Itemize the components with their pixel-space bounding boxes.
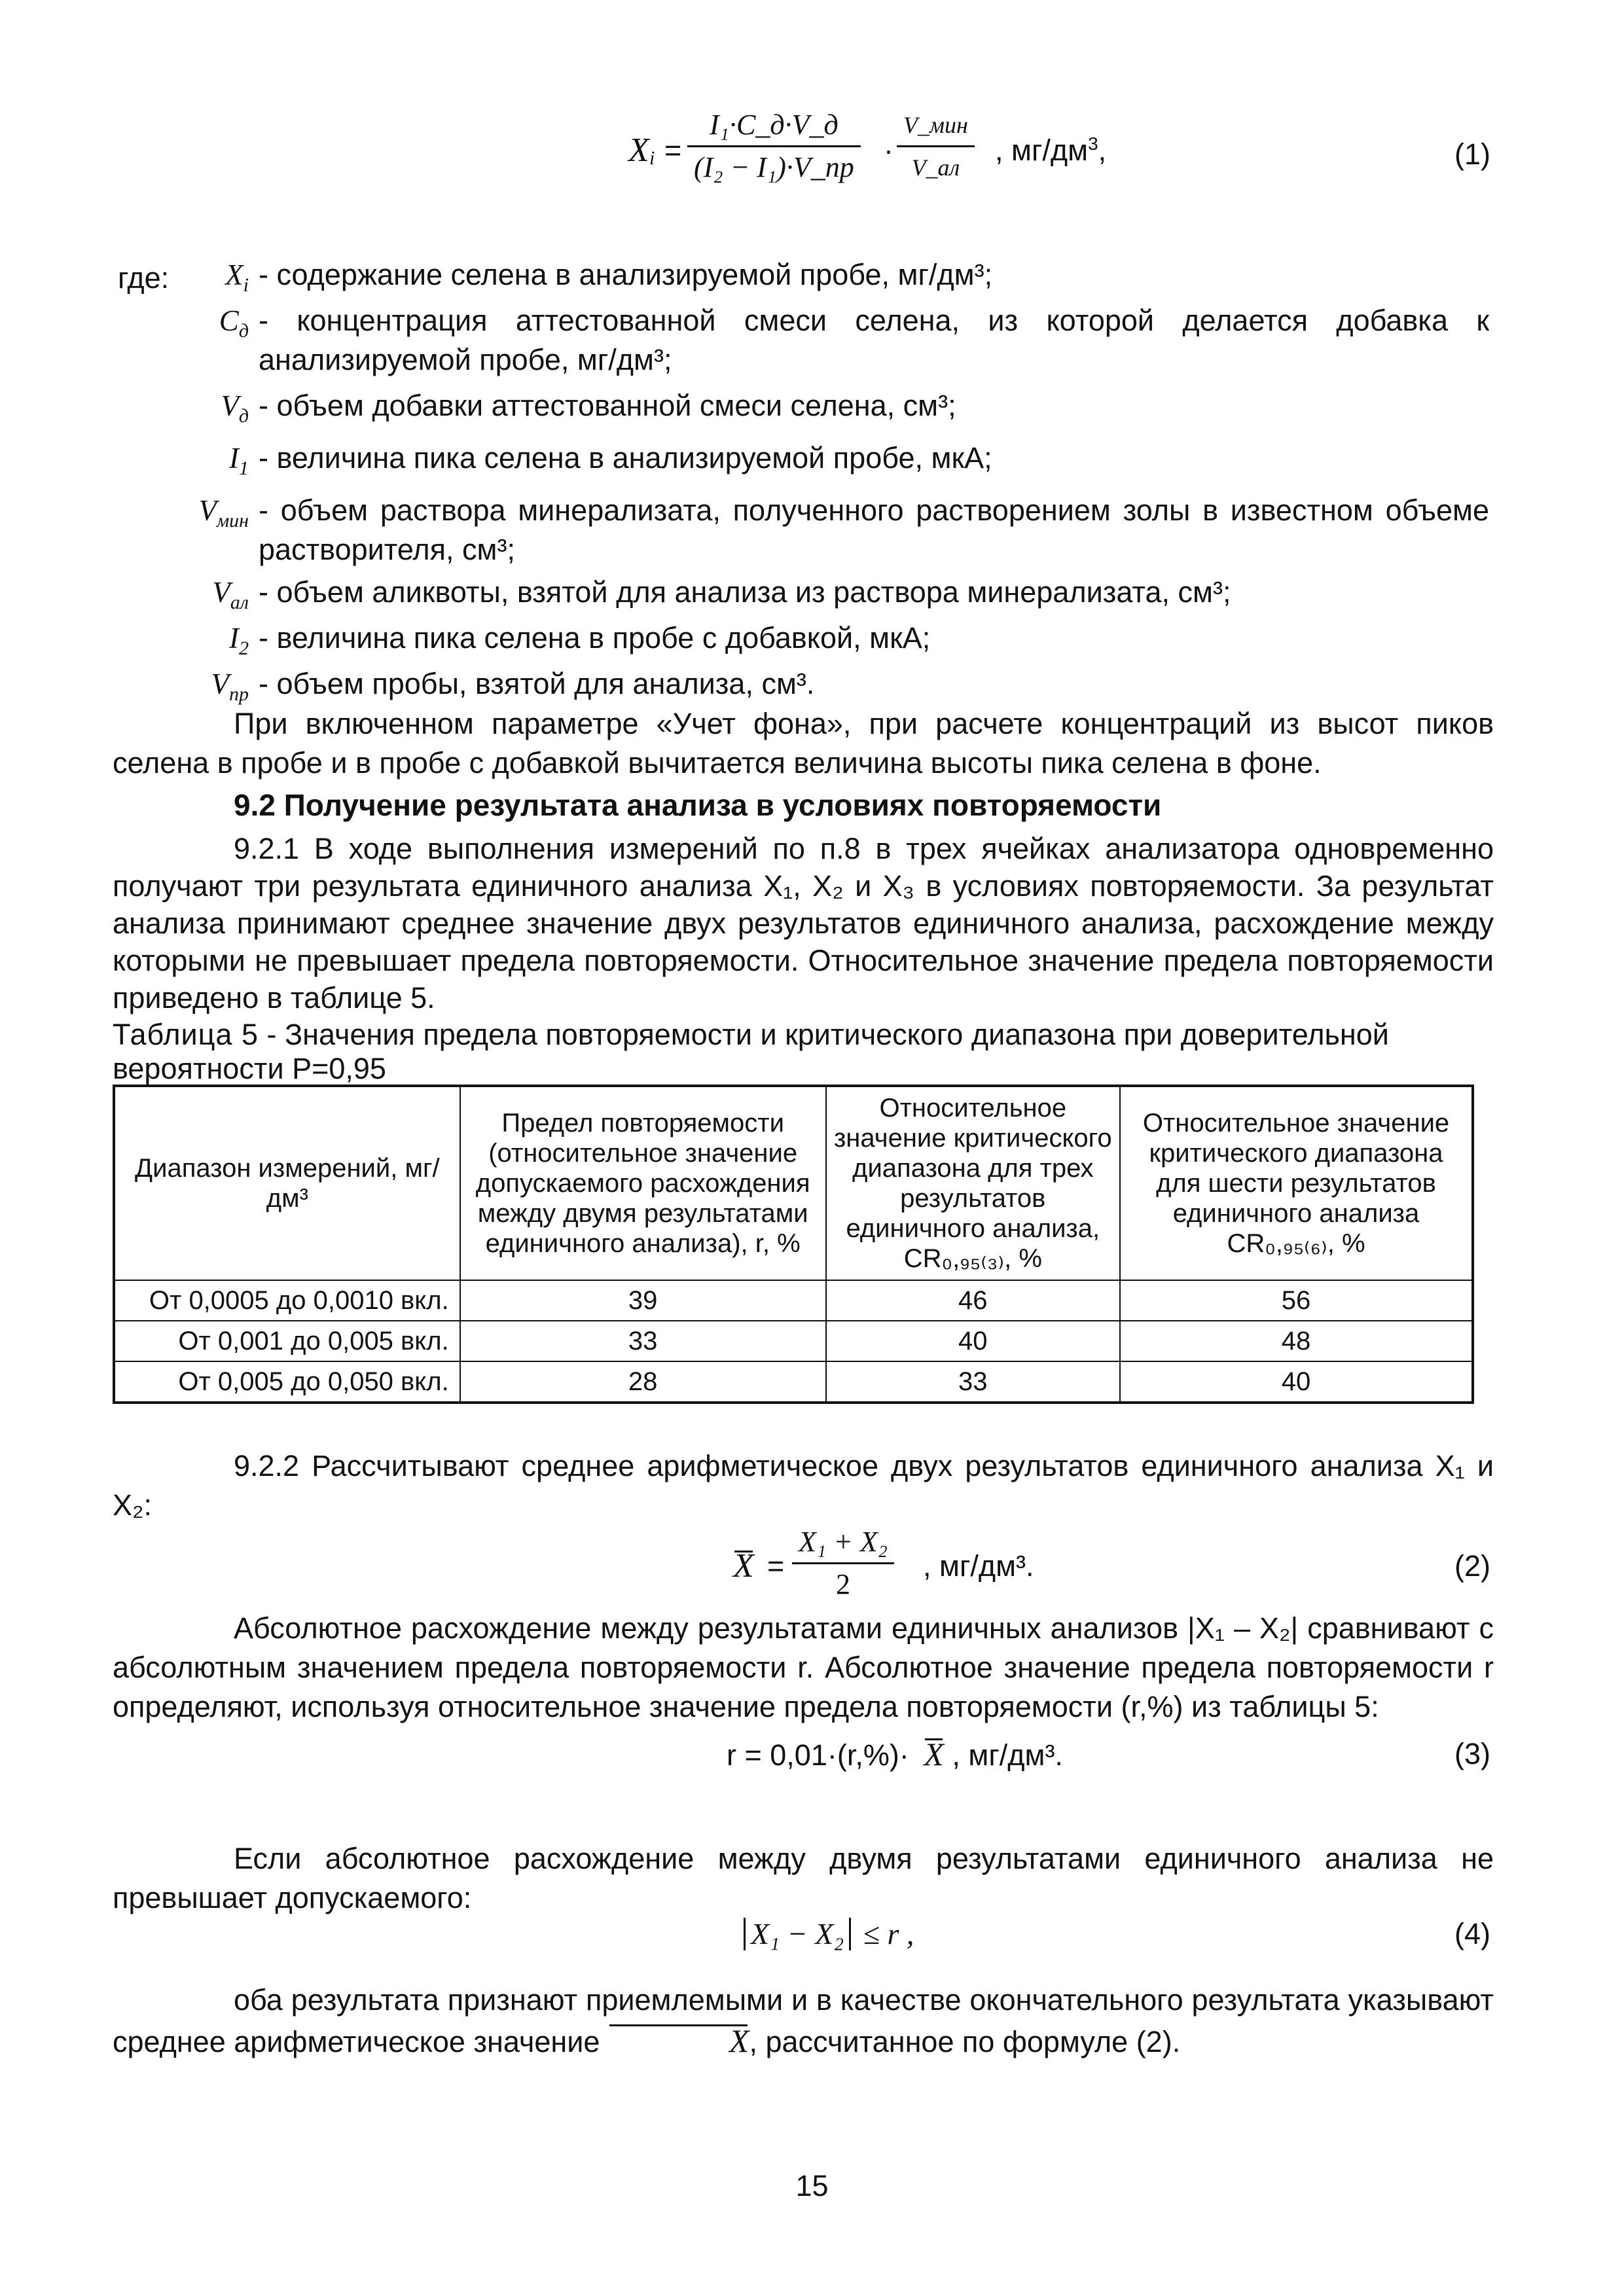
paragraph-both: оба результата признают приемлемыми и в качестве окончательного результата указывают среднее арифметическое значение X, рассчитанное по формуле (2).	[113, 1980, 1494, 2062]
table-row	[114, 1280, 1473, 1321]
paragraph-background: При включенном параметре «Учет фона», при расчете концентраций из высот пиков селена в пробе и в пробе с добавкой вычитается величина высоты пика селена в фоне.	[113, 707, 1494, 780]
formula-2-numerator: X₁ + X₂	[792, 1522, 894, 1564]
table-cell: 39	[460, 1280, 826, 1321]
formula-3-text: r = 0,01·(r,%)·	[727, 1738, 909, 1772]
formula-2-denominator: 2	[836, 1568, 851, 1600]
table-header-critical-6: Относительное значение критического диапазона для шести результатов единичного анализа CR₀,₉₅₍₆₎, %	[1120, 1086, 1473, 1280]
formula-2-number: (2)	[1454, 1549, 1490, 1583]
formula-1-denominator-2: V_ал	[911, 154, 960, 181]
formula-2-fraction	[792, 1522, 894, 1605]
formula-1-dot: ·	[884, 134, 893, 167]
paragraph-9-2-2: 9.2.2 Рассчитывают среднее арифметическое двух результатов единичного анализа X₁ и X₂:	[113, 1449, 1494, 1522]
formula-4-relation: ≤ r ,	[863, 1917, 914, 1950]
table-row	[114, 1321, 1473, 1361]
formula-4-expression: X₁ − X₂	[744, 1918, 851, 1950]
table-header-range: Диапазон измерений, мг/дм³	[114, 1086, 460, 1280]
paragraph-both-xbar: X	[608, 2020, 749, 2061]
table-cell: От 0,0005 до 0,0010 вкл.	[114, 1280, 460, 1321]
formula-1-unit: , $мг/дм^3$,	[995, 134, 1107, 167]
table-cell: 33	[460, 1321, 826, 1361]
formula-1-numerator: I₁·C_д·V_д	[687, 105, 861, 147]
formula-3-unit: , мг/дм³.	[952, 1738, 1063, 1772]
section-heading: 9.2 Получение результата анализа в условиях повторяемости	[234, 788, 1162, 822]
formula-1-denominator: (I₂ − I₁)·V_пр	[694, 151, 854, 183]
table-caption	[113, 1018, 1494, 1086]
document-page: X i = I₁·C_д·V_д (I₂ − I₁)·V_пр · V_мин V_ал , $мг/дм^3$, (1) где: $X_i$ - содержание селена в анализируемой пробе, мг/дм³; $C_д$ - концентрация аттестованной смеси селена, из которой делается добавка к анализируемой пробе, мг/дм³; $V_д$ - объем добавки аттестованной смеси селена, см³; $I_1$ - величина пика селена в анализируемой пробе, мкА; $V_{мин}$ - объем раствора минерализата, полученного растворением золы в известном объеме растворителя, см³; $V_{ал}$ - объем аликвоты, взятой для анализа из раствора минерализата, см³; $I_2$ - величина пика селена в пробе с добавкой, мкА; $V_{пр}$ - объем пробы, взятой для анализа, см³. При включенном параметре «Учет фона», при расчете концентраций из высот пиков селена в пробе и в пробе с добавкой вычитается величина высоты пика селена в фоне. 9.2 Получение результата анализа в условиях повторяемости 9.2.1 В ходе выполнения измерений по п.8 в трех ячейках анализатора одновременно получают три результата единичного анализа X₁, X₂ и X₃ в условиях повторяемости. За результат анализа принимают среднее значение двух результатов единичного анализа, расхождение между которыми не превышает предела повторяемости. Относительное значение предела повторяемости приведено в таблице 5. Таблица 5 - Значения предела повторяемости и критического диапазона при доверительной вероятности Р=0,95 Диапазон измерений, мг/дм³ Предел повторяемости (относительное значение допускаемого расхождения между двумя результатами единичного анализа), r, % Относительное значение критического диапазона для трех результатов единичного анализа, CR₀,₉₅₍₃₎, % Относительное значение критического диапазона для шести результатов единичного анализа CR₀,₉₅₍₆₎, % От 0,0005 до 0,0010 вкл. 39 46 56 От 0,001 до 0,005 вкл. 33 40 48 От 0,005 до 0,050 вкл. 28 33 40 9.2.2 Рассчитывают среднее арифметическое двух результатов единичного анализа X₁ и X₂: X = $\frac{\text{X₁ + X₂}}{2}$ , мг/дм³. (2) Абсолютное расхождение между результатами единичных анализов |X₁ – X₂| сравнивают с абсолютным значением предела повторяемости r. Абсолютное значение предела повторяемости r определяют, используя относительное значение предела повторяемости (r,%) из таблицы 5: r = 0,01·(r,%)· X , мг/дм³. (3) Если абсолютное расхождение между двумя результатами единичного анализа не превышает допускаемого: X₁ − X₂ ≤ r , (4) оба результата признают приемлемыми и в качестве окончательного результата указывают среднее арифметическое значение X, рассчитанное по формуле (2). 15	[0, 0, 1624, 2296]
formula-1-number: (1)	[1454, 137, 1490, 171]
table-cell: 33	[826, 1361, 1120, 1403]
paragraph-if: Если абсолютное расхождение между двумя результатами единичного анализа не превышает допускаемого:	[113, 1842, 1494, 1914]
formula-1-numerator-2: V_мин	[897, 105, 975, 147]
formula-1-fraction-b	[897, 105, 975, 188]
table-cell: 56	[1120, 1280, 1473, 1321]
page-number: 15	[795, 2169, 829, 2202]
formula-2-lhs: X	[733, 1547, 754, 1585]
table-cell: 48	[1120, 1321, 1473, 1361]
table-header-repeatability: Предел повторяемости (относительное значение допускаемого расхождения между двумя результатами единичного анализа), r, %	[460, 1086, 826, 1280]
table-cell: 46	[826, 1280, 1120, 1321]
formula-4-number: (4)	[1454, 1917, 1490, 1950]
table-5	[113, 1085, 1474, 1404]
formula-3-number: (3)	[1454, 1737, 1490, 1770]
formula-1-lhs: X	[628, 132, 649, 169]
table-cell: 40	[826, 1321, 1120, 1361]
table-header-critical-3: Относительное значение критического диапазона для трех результатов единичного анализа, CR₀,₉₅₍₃₎, %	[826, 1086, 1120, 1280]
table-cell: От 0,001 до 0,005 вкл.	[114, 1321, 460, 1361]
formula-2-equals: =	[767, 1549, 785, 1583]
formula-4	[744, 1914, 914, 1954]
table-caption-label: Таблица 5	[113, 1018, 259, 1051]
where-label: где:	[118, 261, 170, 295]
formula-1-fraction-a	[687, 105, 861, 188]
formula-3-xbar: X	[924, 1736, 944, 1772]
formula-2-unit: , мг/дм³.	[923, 1549, 1034, 1583]
table-cell: 40	[1120, 1361, 1473, 1403]
table-cell: 28	[460, 1361, 826, 1403]
paragraph-absolute: Абсолютное расхождение между результатами единичных анализов |X₁ – X₂| сравнивают с абсолютным значением предела повторяемости r. Абсолютное значение предела повторяемости r определяют, используя относительное значение предела повторяемости (r,%) из таблицы 5:	[113, 1611, 1494, 1723]
formula-1-equals: =	[664, 134, 682, 167]
table-header-row	[114, 1086, 1473, 1280]
table-caption-text: - Значения предела повторяемости и критического диапазона при доверительной вероятности Р=0,95	[113, 1018, 1389, 1085]
table-row	[114, 1361, 1473, 1403]
table-cell: От 0,005 до 0,050 вкл.	[114, 1361, 460, 1403]
formula-3	[727, 1734, 1063, 1775]
paragraph-9-2-1: 9.2.1 В ходе выполнения измерений по п.8 в трех ячейках анализатора одновременно получают три результата единичного анализа X₁, X₂ и X₃ в условиях повторяемости. За результат анализа принимают среднее значение двух результатов единичного анализа, расхождение между которыми не превышает предела повторяемости. Относительное значение предела повторяемости приведено в таблице 5.	[113, 832, 1494, 1014]
formula-2	[733, 1515, 1257, 1620]
formula-1: X i = I₁·C_д·V_д (I₂ − I₁)·V_пр · V_мин V_ал , $мг/дм^3$,	[589, 98, 1506, 196]
